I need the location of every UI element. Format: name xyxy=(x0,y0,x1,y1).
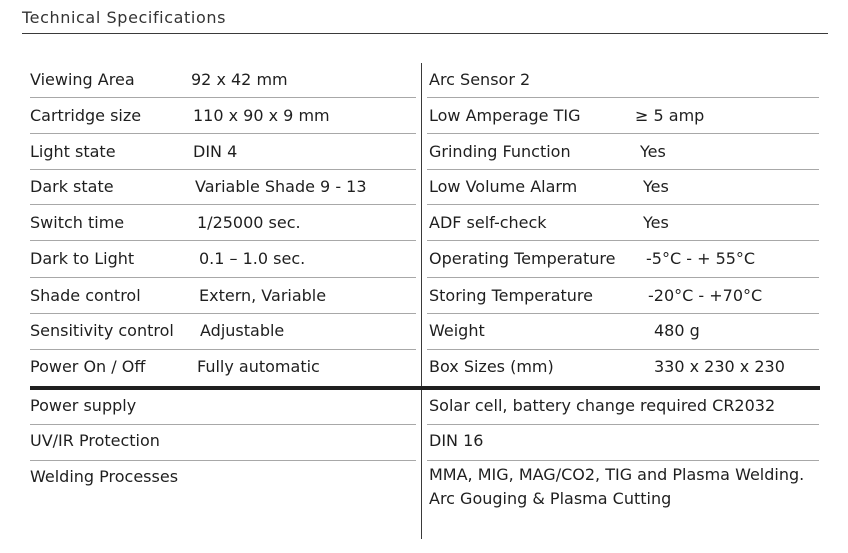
spec-title: Technical Specifications xyxy=(22,8,227,27)
spec-right-label: Grinding Function xyxy=(429,142,571,161)
spec-right-value: Yes xyxy=(643,177,669,196)
spec-bottom-label: Power supply xyxy=(30,396,137,415)
spec-bottom-value: DIN 16 xyxy=(429,431,484,450)
spec-left-label: Switch time xyxy=(30,213,125,232)
spec-left-value: Variable Shade 9 - 13 xyxy=(195,177,367,196)
column-divider xyxy=(421,63,422,539)
row-separator xyxy=(427,97,819,98)
spec-right-label: Storing Temperature xyxy=(429,286,593,305)
section-divider xyxy=(30,386,820,390)
row-separator xyxy=(30,313,416,314)
row-separator xyxy=(427,240,819,241)
spec-right-label: Weight xyxy=(429,321,485,340)
spec-left-label: Shade control xyxy=(30,286,141,305)
spec-right-label: Operating Temperature xyxy=(429,249,616,268)
spec-left-value: DIN 4 xyxy=(193,142,238,161)
row-separator xyxy=(30,349,416,350)
spec-right-value: Yes xyxy=(643,213,669,232)
spec-left-value: 0.1 – 1.0 sec. xyxy=(199,249,306,268)
row-separator xyxy=(427,204,819,205)
spec-right-value: -5°C - + 55°C xyxy=(646,249,756,268)
spec-right-value: Yes xyxy=(640,142,666,161)
title-rule xyxy=(22,33,828,34)
spec-bottom-value: MMA, MIG, MAG/CO2, TIG and Plasma Welding. Arc Gouging & Plasma Cutting xyxy=(429,465,805,508)
spec-bottom-value: Solar cell, battery change required CR2032 xyxy=(429,396,776,415)
row-separator xyxy=(427,313,819,314)
row-separator xyxy=(427,349,819,350)
row-separator xyxy=(30,204,416,205)
spec-right-label: Low Volume Alarm xyxy=(429,177,578,196)
row-separator xyxy=(30,240,416,241)
spec-left-label: Viewing Area xyxy=(30,70,135,89)
spec-bottom-label: Welding Processes xyxy=(30,467,179,486)
spec-right-label: Arc Sensor 2 xyxy=(429,70,531,89)
spec-right-label: Box Sizes (mm) xyxy=(429,357,554,376)
spec-left-label: Cartridge size xyxy=(30,106,142,125)
row-separator xyxy=(30,460,416,461)
row-separator xyxy=(427,424,819,425)
row-separator xyxy=(30,97,416,98)
row-separator xyxy=(427,277,819,278)
row-separator xyxy=(30,133,416,134)
row-separator xyxy=(427,133,819,134)
row-separator xyxy=(30,424,416,425)
spec-left-label: Sensitivity control xyxy=(30,321,174,340)
spec-right-value: -20°C - +70°C xyxy=(648,286,763,305)
spec-left-label: Dark to Light xyxy=(30,249,135,268)
row-separator xyxy=(427,169,819,170)
spec-right-label: Low Amperage TIG xyxy=(429,106,581,125)
row-separator xyxy=(30,169,416,170)
spec-right-value: 330 x 230 x 230 xyxy=(654,357,785,376)
row-separator xyxy=(30,277,416,278)
spec-left-label: Light state xyxy=(30,142,116,161)
spec-right-value: 480 g xyxy=(654,321,700,340)
spec-bottom-label: UV/IR Protection xyxy=(30,431,160,450)
spec-left-value: 110 x 90 x 9 mm xyxy=(193,106,330,125)
spec-left-value: 1/25000 sec. xyxy=(197,213,301,232)
row-separator xyxy=(427,460,819,461)
spec-left-label: Dark state xyxy=(30,177,114,196)
spec-left-value: Extern, Variable xyxy=(199,286,327,305)
spec-left-value: 92 x 42 mm xyxy=(191,70,288,89)
spec-right-value: ≥ 5 amp xyxy=(635,106,705,125)
spec-left-label: Power On / Off xyxy=(30,357,146,376)
spec-left-value: Adjustable xyxy=(200,321,285,340)
spec-left-value: Fully automatic xyxy=(197,357,320,376)
spec-right-label: ADF self-check xyxy=(429,213,547,232)
